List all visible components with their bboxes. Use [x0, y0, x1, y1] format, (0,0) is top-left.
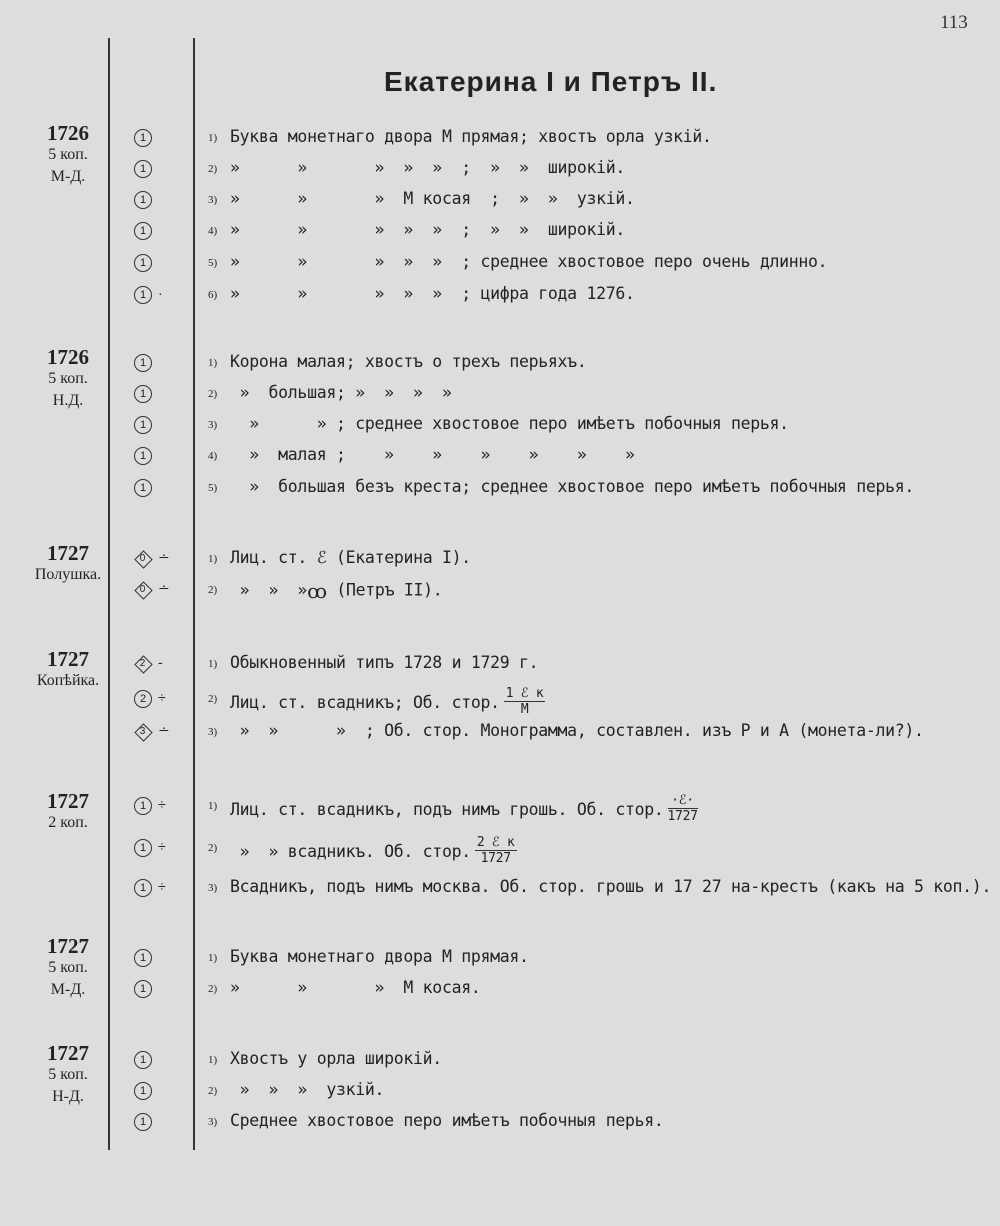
variant-number: 1): [208, 132, 218, 144]
denomination-label: 5 коп.: [48, 959, 88, 976]
rarity-circle-icon: 1: [134, 797, 152, 815]
catalog-row: [0, 474, 1000, 504]
year-label: 1727: [47, 647, 89, 671]
variant-number: 2): [208, 388, 218, 400]
variant-number: 3): [208, 419, 218, 431]
catalog-row: [0, 121, 1000, 154]
rarity-circle-icon: 1: [134, 254, 152, 272]
catalog-row: [0, 718, 1000, 748]
rarity-circle-icon: 1: [134, 191, 152, 209]
fraction-bottom: М: [520, 702, 529, 717]
catalog-row: [0, 1108, 1000, 1138]
variant-number: 3): [208, 882, 218, 894]
catalog-row: [0, 380, 1000, 410]
rarity-circle-icon: 2: [134, 690, 152, 708]
variant-number: 1): [208, 1054, 218, 1066]
description-text: » малая ; » » » » » »: [230, 445, 635, 464]
rarity-diamond-icon: [134, 723, 151, 740]
variant-number: 2): [208, 693, 218, 705]
rarity-indicator: [130, 384, 174, 406]
rarity-diamond-value: 0: [139, 584, 146, 595]
rarity-circle-icon: 1: [134, 286, 152, 304]
variant-description: [230, 837, 517, 868]
rarity-indicator: [130, 549, 174, 571]
rarity-circle-icon: 1: [134, 354, 152, 372]
denomination-label: Полушка.: [34, 566, 102, 583]
variant-description: [230, 579, 442, 603]
rarity-circle-icon: 1: [134, 1113, 152, 1131]
mint-label: Н.Д.: [52, 392, 84, 409]
rarity-mark: ÷: [158, 689, 166, 705]
fraction-bottom: 1727: [480, 851, 511, 866]
description-text: » » » ; Об. стор. Монограмма, составлен. изъ Р и А (монета-ли?).: [230, 721, 924, 740]
description-text: Буква монетнаго двора М прямая; хвостъ орла узкій.: [230, 127, 712, 146]
rarity-indicator: [130, 478, 174, 500]
description-text: » большая безъ креста; среднее хвостовое перо имѣетъ побочныя перья.: [230, 477, 915, 496]
rarity-indicator: [130, 353, 174, 375]
rarity-circle-icon: 1: [134, 385, 152, 403]
variant-description: [230, 445, 635, 464]
rarity-mark: ∸: [158, 580, 170, 596]
description-text: » » » М косая.: [230, 978, 481, 997]
variant-description: [230, 477, 914, 496]
rarity-circle-icon: 1: [134, 839, 152, 857]
variant-number: 5): [208, 482, 218, 494]
rarity-mark: ÷: [158, 838, 166, 854]
variant-description: [230, 978, 480, 997]
catalog-row: [0, 411, 1000, 441]
variant-description: [230, 1111, 664, 1130]
rarity-diamond-value: 3: [139, 726, 146, 737]
reverse-legend-fraction: [668, 793, 698, 824]
catalog-row: [0, 834, 1000, 864]
variant-description: [230, 189, 635, 208]
description-text: » » всадникъ. Об. стор.: [230, 842, 471, 861]
rarity-indicator: [130, 654, 174, 676]
catalog-row: [0, 281, 1000, 311]
variant-description: [230, 1049, 442, 1068]
rarity-indicator: [130, 689, 174, 711]
rarity-mark: -: [158, 654, 163, 670]
rarity-circle-icon: 1: [134, 447, 152, 465]
rarity-circle-icon: 1: [134, 980, 152, 998]
denomination-label: 2 коп.: [48, 814, 88, 831]
variant-description: [230, 795, 698, 826]
rarity-indicator: [130, 221, 174, 243]
description-text: » » » » » ; среднее хвостовое перо очень длинно.: [230, 252, 828, 271]
description-text: Буква монетнаго двора М прямая.: [230, 947, 529, 966]
fraction-top: 2 ℰ к: [476, 835, 515, 850]
description-text: » » » » » ; цифра года 1276.: [230, 284, 635, 303]
variant-number: 2): [208, 163, 218, 175]
year-label: 1727: [47, 934, 89, 958]
description-text: Среднее хвостовое перо имѣетъ побочныя перья.: [230, 1111, 664, 1130]
rarity-indicator: [130, 1081, 174, 1103]
rarity-indicator: [130, 285, 174, 307]
reverse-legend-fraction: [504, 686, 546, 717]
rarity-circle-icon: 1: [134, 479, 152, 497]
description-text-after: (Петръ II).: [326, 580, 443, 600]
variant-description: [230, 721, 924, 740]
rarity-circle-icon: 1: [134, 416, 152, 434]
variant-description: [230, 158, 625, 177]
description-text: » » » М косая ; » » узкій.: [230, 189, 635, 208]
catalog-row: [0, 155, 1000, 185]
page-number: 113: [940, 12, 968, 33]
description-text: Обыкновенный типъ 1728 и 1729 г.: [230, 653, 539, 672]
rarity-diamond-icon: [134, 655, 151, 672]
rarity-mark: ∸: [158, 722, 170, 738]
variant-description: [230, 284, 635, 303]
variant-description: [230, 383, 452, 402]
description-text: » » ; среднее хвостовое перо имѣетъ побочныя перья.: [230, 414, 789, 433]
rarity-mark: ÷: [158, 796, 166, 812]
variant-description: [230, 1080, 384, 1099]
rarity-circle-icon: 1: [134, 129, 152, 147]
rarity-circle-icon: 1: [134, 879, 152, 897]
year-label: 1727: [47, 1041, 89, 1065]
variant-description: [230, 414, 789, 433]
catalog-row: [0, 186, 1000, 216]
variant-number: 3): [208, 194, 218, 206]
year-label: 1727: [47, 541, 89, 565]
variant-description: [230, 877, 991, 896]
description-text: Корона малая; хвостъ о трехъ перьяхъ.: [230, 352, 587, 371]
rarity-mark: ∸: [158, 549, 170, 565]
variant-number: 1): [208, 800, 218, 812]
variant-description: [230, 653, 538, 672]
description-text: Лиц. ст. всадникъ; Об. стор.: [230, 693, 500, 712]
variant-number: 3): [208, 726, 218, 738]
rarity-indicator: [130, 796, 174, 818]
catalog-row: [0, 249, 1000, 279]
rarity-indicator: [130, 948, 174, 970]
description-text: Лиц. ст. всадникъ, подъ нимъ грошь. Об. стор.: [230, 800, 664, 819]
fraction-top: 1 ℰ к: [505, 686, 544, 701]
description-text: » » » » » ; » » широкій.: [230, 220, 625, 239]
variant-number: 1): [208, 357, 218, 369]
rarity-mark: ÷: [158, 878, 166, 894]
rarity-diamond-value: 2: [139, 658, 146, 669]
rarity-diamond-value: 0: [139, 553, 146, 564]
rarity-circle-icon: 1: [134, 160, 152, 178]
denomination-label: 5 коп.: [48, 146, 88, 163]
variant-number: 1): [208, 952, 218, 964]
denomination-label: 5 коп.: [48, 370, 88, 387]
variant-description: [230, 252, 827, 271]
mint-label: М-Д.: [50, 981, 86, 998]
catalog-row: [0, 944, 1000, 974]
description-text: Всадникъ, подъ нимъ москва. Об. стор. грошь и 17 27 на-крестъ (какъ на 5 коп.).: [230, 877, 992, 896]
variant-number: 4): [208, 450, 218, 462]
page-title: Екатерина I и Петръ II.: [384, 66, 718, 97]
catalog-row: [0, 685, 1000, 715]
year-label: 1726: [47, 121, 89, 145]
catalog-row: [0, 647, 1000, 680]
description-text: » большая; » » » »: [230, 383, 452, 402]
rarity-indicator: [130, 878, 174, 900]
variant-number: 1): [208, 658, 218, 670]
catalog-row: [0, 576, 1000, 606]
year-label: 1727: [47, 789, 89, 813]
denomination-label: Копѣйка.: [36, 672, 100, 689]
rarity-diamond-icon: [134, 581, 151, 598]
catalog-row: [0, 545, 1000, 575]
rarity-indicator: [130, 415, 174, 437]
fraction-bottom: 1727: [667, 809, 698, 824]
rarity-indicator: [130, 446, 174, 468]
catalog-row: [0, 1046, 1000, 1076]
variant-description: [230, 688, 545, 719]
variant-number: 6): [208, 289, 218, 301]
description-text: Хвостъ у орла широкій.: [230, 1049, 442, 1068]
catalog-row: [0, 442, 1000, 472]
variant-description: [230, 548, 471, 567]
variant-number: 5): [208, 257, 218, 269]
catalog-row: [0, 874, 1000, 904]
description-text: » » » » » ; » » широкій.: [230, 158, 625, 177]
catalog-row: [0, 1077, 1000, 1107]
rarity-circle-icon: 1: [134, 222, 152, 240]
description-text: » » » узкій.: [230, 1080, 385, 1099]
variant-number: 2): [208, 842, 218, 854]
variant-number: 1): [208, 553, 218, 565]
year-label: 1726: [47, 345, 89, 369]
rarity-circle-icon: 1: [134, 949, 152, 967]
variant-description: [230, 352, 586, 371]
variant-number: 2): [208, 584, 218, 596]
variant-number: 2): [208, 983, 218, 995]
rarity-indicator: [130, 253, 174, 275]
variant-description: [230, 127, 712, 146]
rarity-indicator: [130, 1050, 174, 1072]
rarity-diamond-icon: [134, 550, 151, 567]
rarity-circle-icon: 1: [134, 1051, 152, 1069]
description-text: Лиц. ст. ℰ (Екатерина I).: [230, 548, 471, 567]
description-text: » » »: [230, 580, 308, 600]
catalog-row: [0, 349, 1000, 379]
variant-description: [230, 220, 625, 239]
fraction-top: ·ℰ·: [668, 793, 698, 809]
rarity-indicator: [130, 1112, 174, 1134]
catalog-row: [0, 975, 1000, 1005]
rarity-indicator: [130, 159, 174, 181]
rarity-indicator: [130, 190, 174, 212]
rarity-indicator: [130, 722, 174, 744]
variant-number: 4): [208, 225, 218, 237]
mint-label: Н-Д.: [52, 1088, 84, 1105]
variant-number: 3): [208, 1116, 218, 1128]
rarity-indicator: [130, 979, 174, 1001]
variant-description: [230, 947, 529, 966]
denomination-label: 5 коп.: [48, 1066, 88, 1083]
rarity-indicator: [130, 128, 174, 150]
catalog-row: [0, 217, 1000, 247]
rarity-indicator: [130, 838, 174, 860]
mint-label: М-Д.: [50, 168, 86, 185]
reverse-legend-fraction: [475, 835, 517, 866]
variant-number: 2): [208, 1085, 218, 1097]
rarity-indicator: [130, 580, 174, 602]
monogram-glyph: ꝏ: [307, 579, 327, 603]
rarity-mark: ·: [158, 285, 163, 301]
rarity-circle-icon: 1: [134, 1082, 152, 1100]
